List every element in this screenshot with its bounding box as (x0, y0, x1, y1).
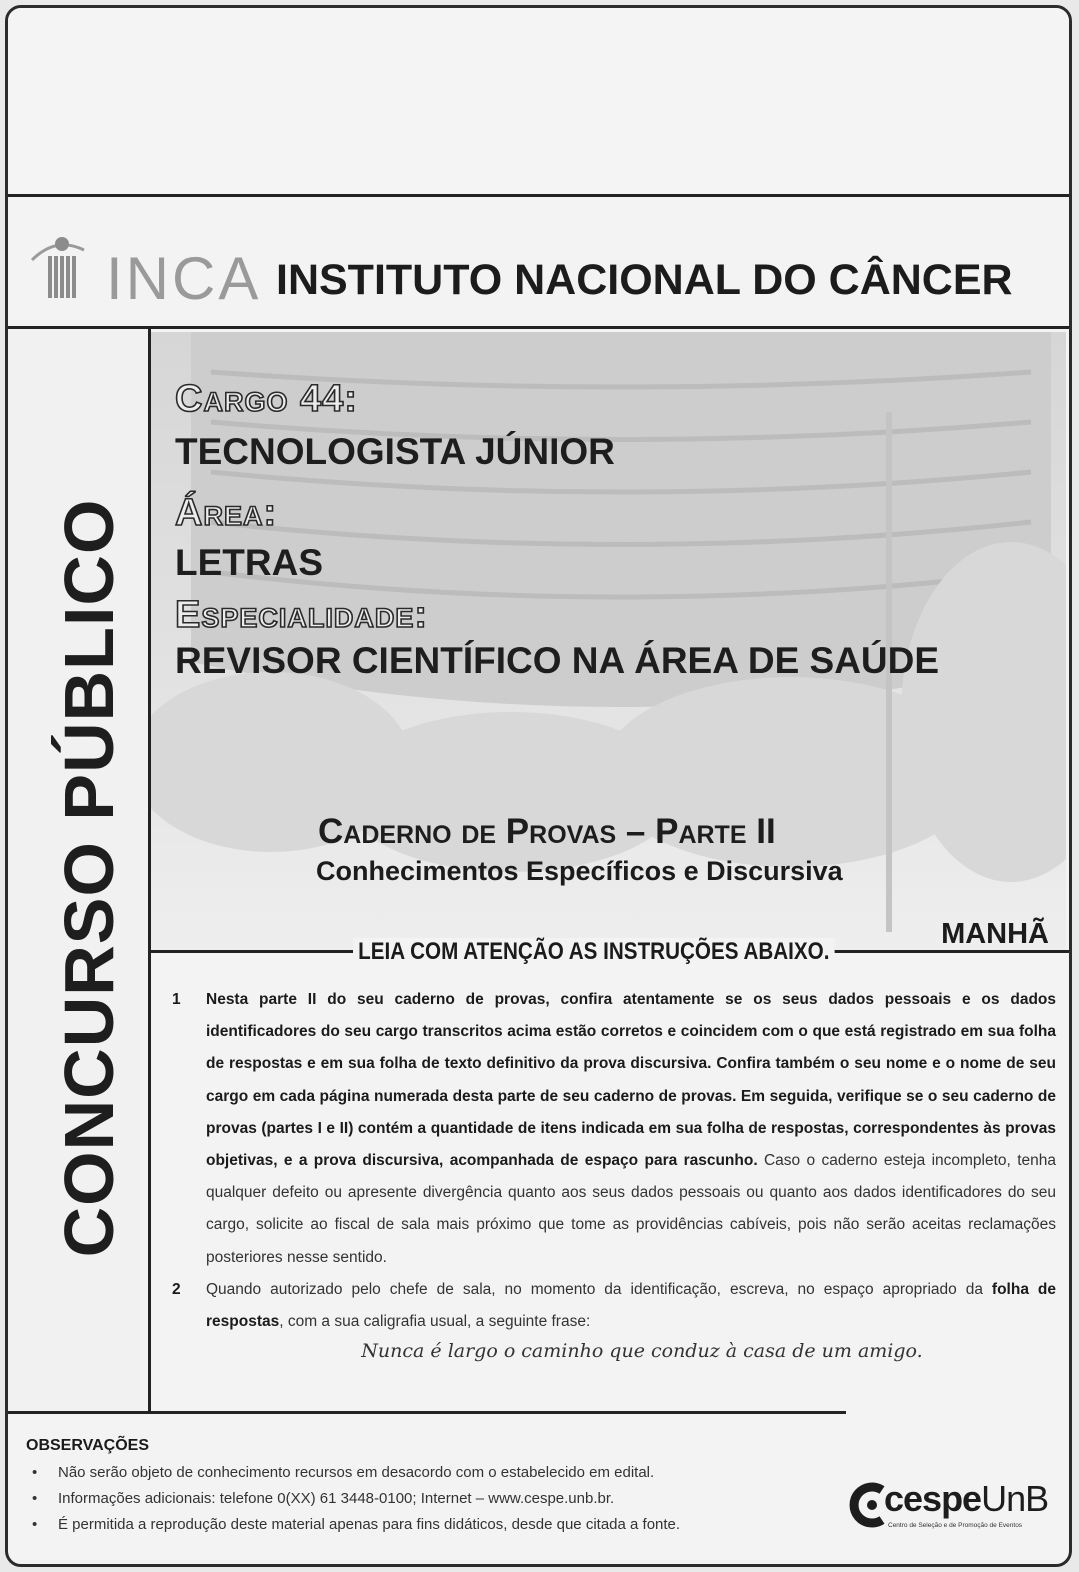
exam-cover (5, 5, 1072, 1567)
item-text: , com a sua caligrafia usual, a seguinte frase: (279, 1313, 591, 1331)
item-text: Caso o caderno esteja incompleto, tenha qualquer defeito ou apresente divergência quanto aos seus dados pessoais ou quanto aos dados identificadores do seu cargo, solicite ao fiscal de sala mais próximo que tome as providências cabíveis, pois não serão aceitas reclamações posteriores nesse sentido. (206, 1152, 1056, 1266)
item-bold-text: Nesta parte II do seu caderno de provas, confira atentamente se os seus dados pessoais e os dados identificadores do seu cargo transcritos acima estão corretos e coincidem com o que está registrado em sua folha de respostas e em sua folha de texto definitivo da prova discursiva. Confira também o seu nome e o nome de seu cargo em cada página numerada desta parte de seu caderno de provas. Em seguida, verifique se o seu caderno de provas (partes I e II) contém a quantidade de itens indicada em sua folha de respostas, correspondentes às provas objetivas, e a prova discursiva, acompanhada de espaço para rascunho. (206, 991, 1056, 1170)
instructions-heading: LEIA COM ATENÇÃO AS INSTRUÇÕES ABAIXO. (353, 938, 835, 966)
list-item: • É permitida a reprodução deste material apenas para fins didáticos, desde que citada a fonte. (26, 1512, 826, 1538)
list-item: • Não serão objeto de conhecimento recursos em desacordo com o estabelecido em edital. (26, 1460, 826, 1486)
cargo-label: Cargo 44: (175, 378, 358, 420)
item-number: 2 (172, 1280, 181, 1298)
especialidade-label: Especialidade: (175, 594, 429, 636)
instruction-item (168, 984, 1056, 1274)
item-number: 1 (172, 991, 181, 1008)
observations-list (26, 1460, 826, 1538)
divider (8, 1411, 846, 1414)
period-label: MANHÃ (941, 918, 1049, 950)
logo-text: INCA (106, 245, 262, 312)
caderno-title: Caderno de Provas – Parte II (318, 812, 776, 851)
list-item: • Informações adicionais: telefone 0(XX) 61 3448-0100; Internet – www.cespe.unb.br. (26, 1486, 826, 1512)
caderno-subtitle: Conhecimentos Específicos e Discursiva (316, 856, 843, 886)
cargo-value: TECNOLOGISTA JÚNIOR (175, 431, 615, 472)
cespe-logo-icon (848, 1482, 888, 1528)
cespe-name: cespeUnB (884, 1478, 1049, 1519)
institute-title: INSTITUTO NACIONAL DO CÂNCER (276, 256, 1013, 304)
observations-title: OBSERVAÇÕES (26, 1437, 149, 1454)
handwriting-phrase: Nunca é largo o caminho que conduz à casa de um amigo. (361, 1340, 923, 1363)
vertical-title: CONCURSO PÚBLICO (50, 498, 128, 1258)
cespe-tagline: Centro de Seleção e de Promoção de Eventos (888, 1522, 1023, 1529)
instruction-item (168, 1274, 1056, 1338)
cespe-logo (848, 1478, 1058, 1540)
top-blank-area (8, 8, 1069, 194)
instructions-list (168, 984, 1056, 1362)
area-value: LETRAS (175, 542, 323, 583)
divider (8, 326, 1069, 329)
item-text: Quando autorizado pelo chefe de sala, no momento da identificação, escreva, no espaço apropriado da (206, 1280, 992, 1298)
especialidade-value: REVISOR CIENTÍFICO NA ÁREA DE SAÚDE (175, 640, 940, 681)
area-label: Área: (175, 492, 278, 534)
item-bold-text: folha de respostas (206, 1280, 1056, 1331)
divider (8, 194, 1069, 197)
